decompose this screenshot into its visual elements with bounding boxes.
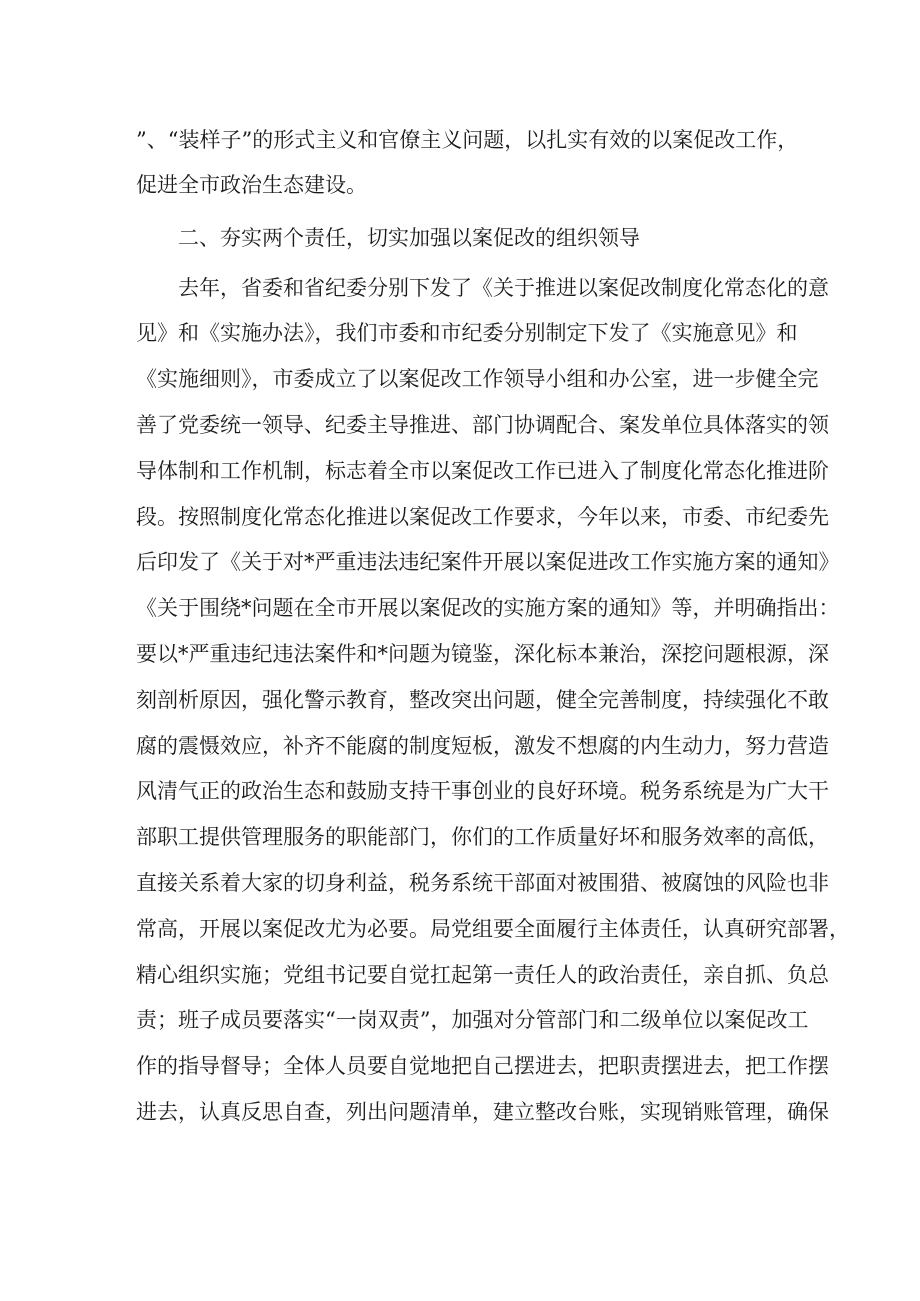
paragraph-line: 责；班子成员要落实“一岗双责”，加强对分管部门和二级单位以案促改工: [136, 1008, 809, 1032]
section-heading: 二、夯实两个责任，切实加强以案促改的组织领导: [178, 226, 640, 250]
paragraph-line: 段。按照制度化常态化推进以案促改工作要求，今年以来，市委、市纪委先: [136, 505, 829, 529]
paragraph-line: 常高，开展以案促改尤为必要。局党组要全面履行主体责任，认真研究部署，: [136, 917, 850, 941]
paragraph-line: 部职工提供管理服务的职能部门，你们的工作质量好坏和服务效率的高低，: [136, 825, 829, 849]
paragraph-line: 精心组织实施；党组书记要自觉扛起第一责任人的政治责任，亲自抓、负总: [136, 963, 829, 987]
paragraph-line: 见》和《实施办法》，我们市委和市纪委分别制定下发了《实施意见》和: [136, 321, 798, 345]
paragraph-line: 善了党委统一领导、纪委主导推进、部门协调配合、案发单位具体落实的领: [136, 413, 829, 437]
paragraph-line: 促进全市政治生态建设。: [136, 173, 367, 197]
paragraph-line: 《关于围绕*问题在全市开展以案促改的实施方案的通知》等，并明确指出：: [136, 596, 840, 620]
paragraph-line: 进去，认真反思自查，列出问题清单，建立整改台账，实现销账管理，确保: [136, 1100, 829, 1124]
paragraph-line: 直接关系着大家的切身利益，税务系统干部面对被围猎、被腐蚀的风险也非: [136, 871, 829, 895]
paragraph-line: 后印发了《关于对*严重违法违纪案件开展以案促进改工作实施方案的通知》: [136, 550, 840, 574]
paragraph-line: 作的指导督导；全体人员要自觉地把自己摆进去，把职责摆进去，把工作摆: [136, 1054, 829, 1078]
paragraph-line: 导体制和工作机制，标志着全市以案促改工作已进入了制度化常态化推进阶: [136, 459, 829, 483]
paragraph-line: 要以*严重违纪违法案件和*问题为镜鉴，深化标本兼治，深挖问题根源，深: [136, 642, 829, 666]
paragraph-line: 腐的震慑效应，补齐不能腐的制度短板，激发不想腐的内生动力，努力营造: [136, 734, 829, 758]
paragraph-line: 《实施细则》，市委成立了以案促改工作领导小组和办公室，进一步健全完: [136, 367, 819, 391]
paragraph-line: 刻剖析原因，强化警示教育，整改突出问题，健全完善制度，持续强化不敢: [136, 688, 829, 712]
paragraph-line: ”、“装样子”的形式主义和官僚主义问题，以扎实有效的以案促改工作，: [136, 128, 799, 152]
paragraph-line: 风清气正的政治生态和鼓励支持干事创业的良好环境。税务系统是为广大干: [136, 779, 829, 803]
paragraph-line: 去年，省委和省纪委分别下发了《关于推进以案促改制度化常态化的意: [178, 276, 829, 300]
